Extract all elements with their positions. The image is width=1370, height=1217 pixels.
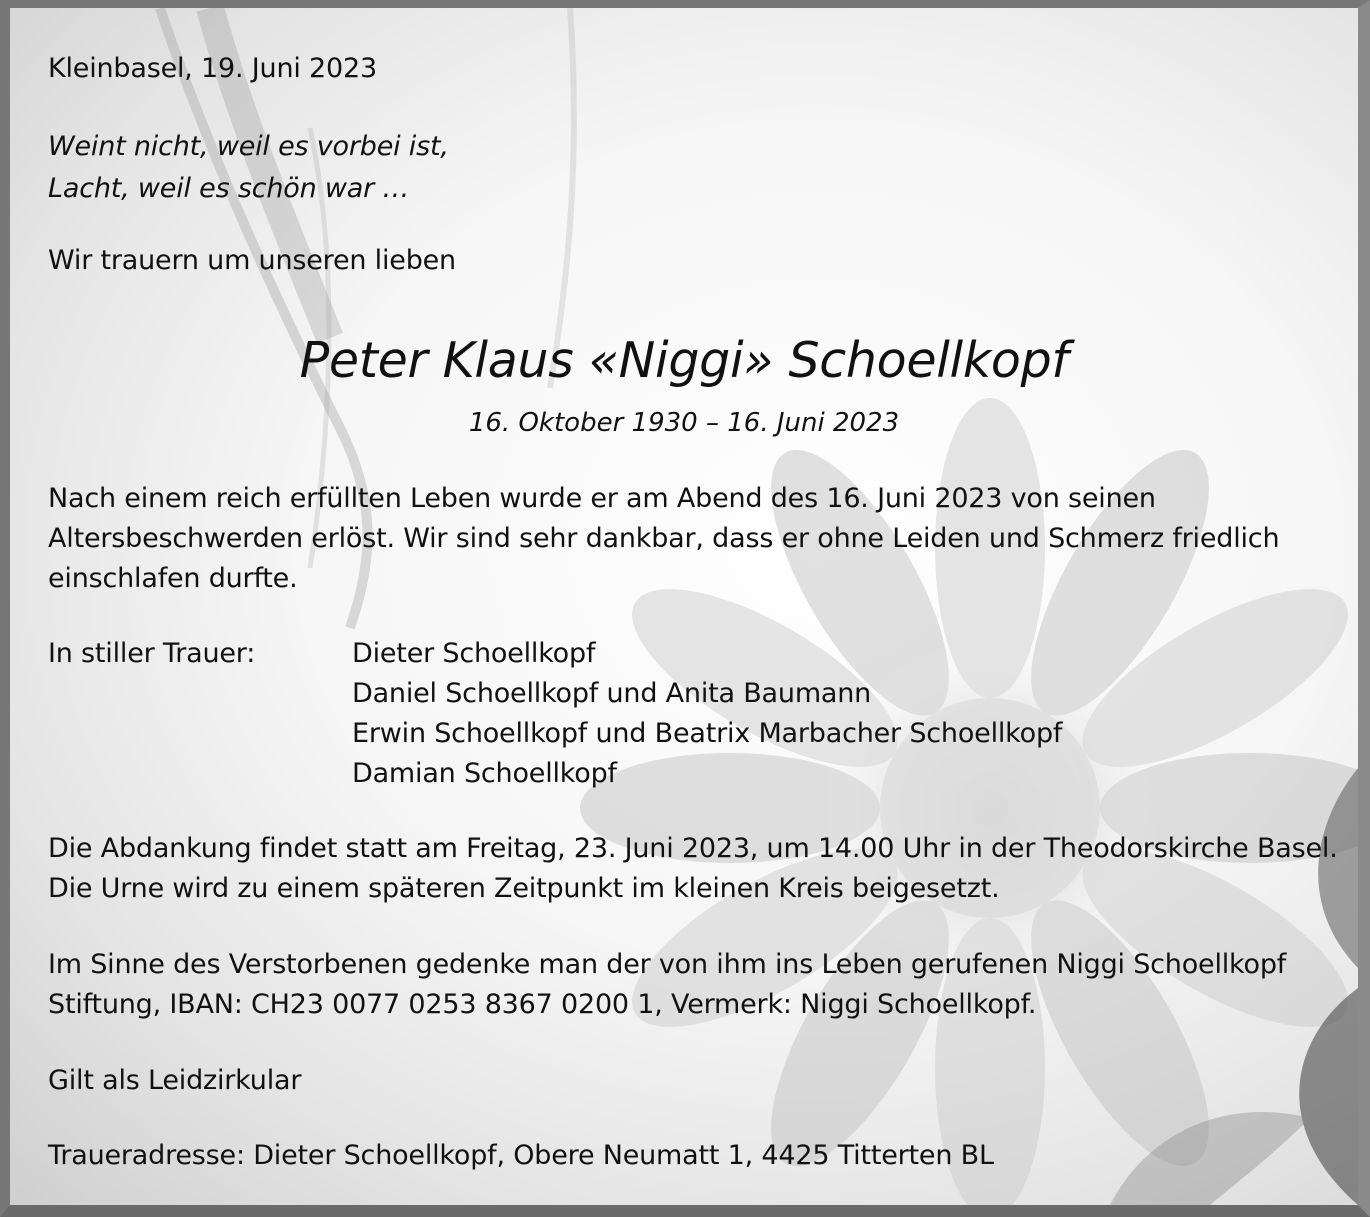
paragraph-line: Im Sinne des Verstorbenen gedenke man der von ihm ins Leben gerufenen Niggi Schoellkopf [48, 949, 1287, 980]
circular-note: Gilt als Leidzirkular [48, 1065, 302, 1096]
paragraph-passing [48, 479, 1279, 599]
verse-line: Lacht, weil es schön war … [48, 173, 410, 204]
mourn-intro: Wir trauern um unseren lieben [48, 245, 456, 276]
place-date: Kleinbasel, 19. Juni 2023 [48, 53, 377, 84]
paragraph-line: Die Abdankung findet statt am Freitag, 23. Juni 2023, um 14.00 Uhr in der Theodorskirche Basel. [48, 833, 1338, 864]
mourner-name: Dieter Schoellkopf [352, 638, 596, 669]
mourners-label: In stiller Trauer: [48, 638, 256, 669]
paragraph-donation [48, 945, 1286, 1025]
mourners-list [352, 634, 1062, 794]
mourner-name: Damian Schoellkopf [352, 758, 617, 789]
paragraph-line: Die Urne wird zu einem späteren Zeitpunkt im kleinen Kreis beigesetzt. [48, 873, 1000, 904]
mourning-address: Traueradresse: Dieter Schoellkopf, Obere Neumatt 1, 4425 Titterten BL [48, 1140, 994, 1171]
paragraph-funeral [48, 829, 1338, 909]
paragraph-line: einschlafen durfte. [48, 563, 298, 594]
verse [48, 126, 449, 210]
life-dates: 16. Oktober 1930 – 16. Juni 2023 [468, 408, 900, 438]
paragraph-line: Altersbeschwerden erlöst. Wir sind sehr dankbar, dass er ohne Leiden und Schmerz friedlich [48, 523, 1280, 554]
mourner-name: Erwin Schoellkopf und Beatrix Marbacher Schoellkopf [352, 718, 1063, 749]
deceased-name: Peter Klaus «Niggi» Schoellkopf [299, 332, 1069, 389]
paragraph-line: Nach einem reich erfüllten Leben wurde er am Abend des 16. Juni 2023 von seinen [48, 483, 1156, 514]
verse-line: Weint nicht, weil es vorbei ist, [48, 131, 449, 162]
paragraph-line: Stiftung, IBAN: CH23 0077 0253 8367 0200 1, Vermerk: Niggi Schoellkopf. [48, 989, 1037, 1020]
mourner-name: Daniel Schoellkopf und Anita Baumann [352, 678, 872, 709]
